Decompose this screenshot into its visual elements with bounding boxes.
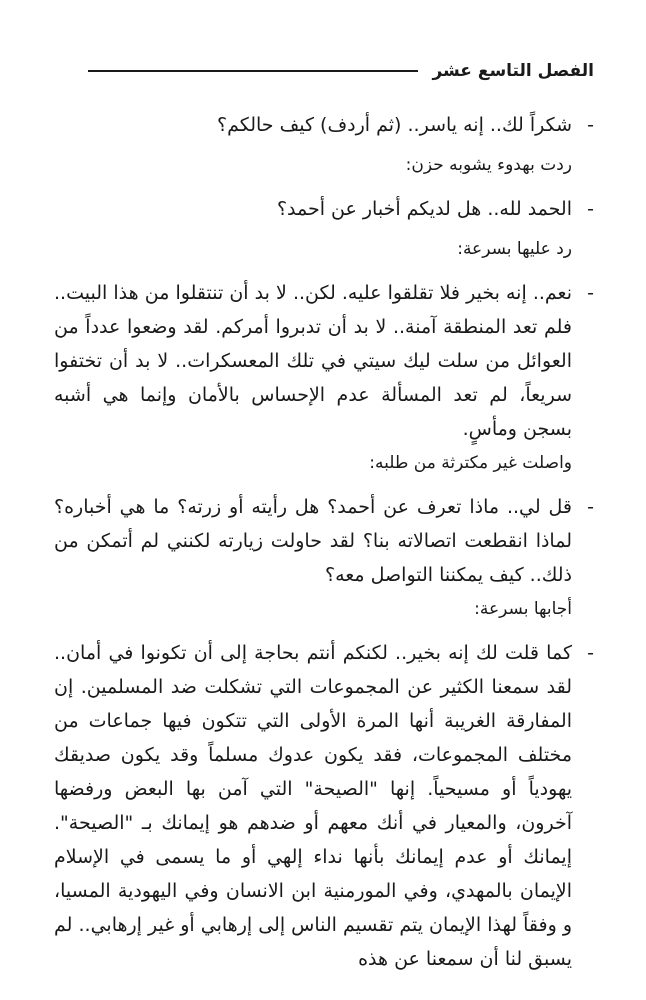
narration-line: ردت بهدوء يشوبه حزن: — [405, 155, 572, 175]
dialogue-line — [54, 276, 594, 446]
narration-line: رد عليها بسرعة: — [457, 239, 572, 259]
chapter-title: الفصل التاسع عشر — [432, 61, 594, 81]
dialogue-line — [54, 636, 594, 976]
dialogue-text: شكراً لك.. إنه ياسر.. (ثم أردف) كيف حالكم؟ — [216, 114, 572, 136]
dialogue-text: كما قلت لك إنه بخير.. لكنكم أنتم بحاجة إلى أن تكونوا في أمان.. لقد سمعنا الكثير عن المجموعات التي تشكلت ضد المسلمين. إن المفارقة الغريبة أنها المرة الأولى التي تتكون فيها جماعات من مختلف المجموعات، فقد يكون عدوك مسلماً وقد يكون صديقك يهودياً أو مسيحياً. إنها "الصيحة" التي آمن بها البعض ورفضها آخرون، والمعيار في أنك معهم أو ضدهم هو إيمانك بـ "الصيحة". إيمانك أو عدم إيمانك بأنها نداء إلهي أو ما يسمى في الإسلام الإيمان بالمهدي، وفي المورمنية ابن الانسان وفي اليهودية المسيا، و وفقاً لهذا الإيمان يتم تقسيم الناس إلى إرهابي أو غير إرهابي.. لم يسبق لنا أن سمعنا عن هذه — [54, 642, 572, 970]
dialogue-dash: - — [587, 114, 594, 136]
page-content — [54, 108, 594, 976]
dialogue-dash: - — [587, 642, 594, 664]
dialogue-text: الحمد لله.. هل لديكم أخبار عن أحمد؟ — [276, 198, 572, 220]
dialogue-dash: - — [587, 496, 594, 518]
narration-line: واصلت غير مكترثة من طلبه: — [369, 453, 572, 473]
header-rule — [88, 70, 418, 72]
dialogue-text: قل لي.. ماذا تعرف عن أحمد؟ هل رأيته أو زرته؟ ما هي أخباره؟ لماذا انقطعت اتصالاته بنا؟ لقد حاولت زيارته لكنني لم أتمكن من ذلك.. كيف يمكننا التواصل معه؟ — [54, 496, 572, 586]
dialogue-dash: - — [587, 198, 594, 220]
dialogue-dash: - — [587, 282, 594, 304]
dialogue-text: نعم.. إنه بخير فلا تقلقوا عليه. لكن.. لا بد أن تنتقلوا من هذا البيت.. فلم تعد المنطقة آمنة.. لا بد أن تدبروا أمركم. لقد وضعوا عدداً من العوائل من سلت ليك سيتي في تلك المعسكرات.. لا بد أن تختفوا سريعاً، لم تعد المسألة عدم الإحساس بالأمان وإنما هي أشبه بسجن ومأسٍ. — [54, 282, 572, 440]
narration-line: أجابها بسرعة: — [474, 599, 572, 619]
chapter-header — [54, 56, 594, 86]
dialogue-line — [54, 108, 594, 142]
dialogue-line — [54, 490, 594, 592]
dialogue-line — [54, 192, 594, 226]
